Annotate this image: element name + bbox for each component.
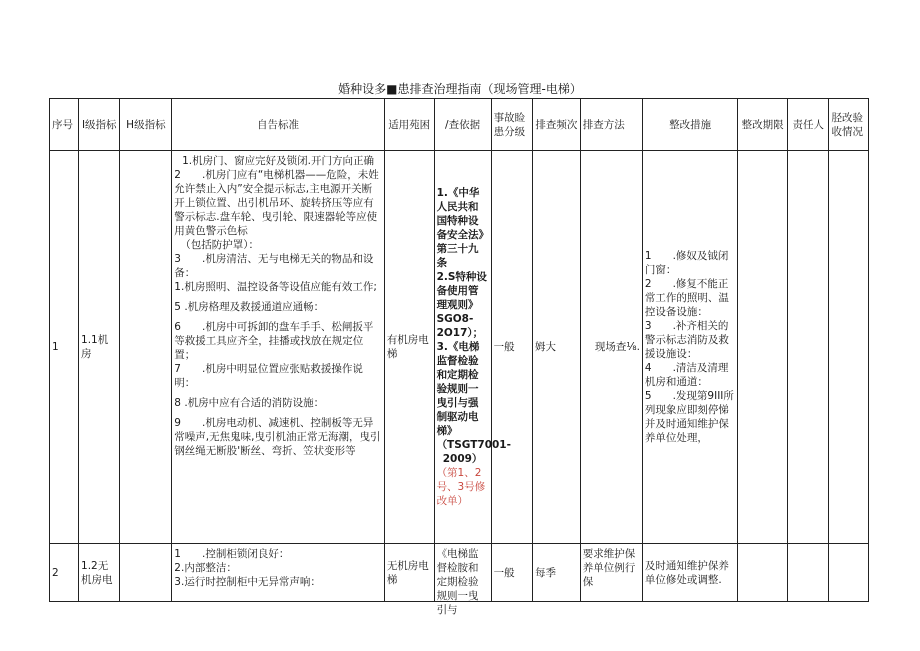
- row-measure: [642, 151, 737, 544]
- row-deadline: [738, 544, 788, 602]
- row-method: 现场查⅛.: [580, 151, 642, 544]
- row-check: [829, 151, 869, 544]
- row-check: [829, 544, 869, 602]
- row-deadline: [738, 151, 788, 544]
- basis-line: （TSGT7001-2009）: [436, 439, 511, 465]
- header-seq: 序号: [50, 99, 79, 151]
- row-seq: 1: [50, 151, 79, 544]
- header-owner: 责任人: [788, 99, 829, 151]
- measure-line: 2 .修复不能正常工作的照明、温控设备设施：: [644, 278, 729, 318]
- basis-line: 3.《电梯监督检验和定期检验规则一曳引与强制驱动电梯》: [436, 341, 480, 437]
- standard-line: 9 .机房电动机、减速机、控制板等无异常噪声,无焦鬼味,曳引机油正常无海潮，曳引钢丝绳无断股'断丝、弯折、笠状变形等: [174, 417, 381, 457]
- row-grade: 一般: [491, 151, 532, 544]
- measure-line: 3 .补齐相关的警示标志消防及救援设施设：: [644, 320, 729, 360]
- header-method: 排查方法: [580, 99, 642, 151]
- standard-line: 3 .机房清洁、无与电梯无关的物品和设备：: [174, 253, 374, 279]
- row-basis: [434, 544, 491, 616]
- measure-line: 4 .清洁及清理机房和通道：: [644, 362, 729, 388]
- standard-line: 2.内部整洁：: [174, 561, 237, 574]
- row-standard: [172, 151, 385, 544]
- row-level2: [120, 544, 172, 602]
- header-standard: 自告标准: [172, 99, 385, 151]
- row-level2: [120, 151, 172, 544]
- row-seq: 2: [50, 544, 79, 602]
- standard-line: 5 .机房格理及救援通道应通畅：: [174, 301, 325, 313]
- row-frequency: 每季: [533, 544, 581, 602]
- basis-line: 1.《中华人民共和国特种设备安全法》第三十九条: [436, 187, 484, 269]
- basis-line: SGO8-2O17）；: [436, 313, 484, 339]
- standard-line: 1 .控制柜锁闭良好：: [174, 547, 290, 560]
- row-frequency: 姆大: [533, 151, 581, 544]
- header-deadline: 整改期限: [738, 99, 788, 151]
- header-measure: 整改措施: [642, 99, 737, 151]
- row-level1: 1.1机房: [79, 151, 120, 544]
- row-method: 要求维护保养单位例行保: [580, 544, 642, 602]
- row-owner: [788, 151, 829, 544]
- table-row: [50, 151, 869, 544]
- row-grade: 一般: [491, 544, 532, 602]
- header-level2: H级指标: [120, 99, 172, 151]
- standard-line: 2 .机房门应有“电梯机器——危险，未姓允许禁止入内”安全提示标志,主电源开关断开上锁位置、出引机吊环、旋转挤压等应有警示标志.盘车轮、曳引轮、限速器轮等应使用黄色警示色标: [174, 169, 379, 237]
- row-scope: 有机房电梯: [384, 151, 434, 544]
- standard-line: 3.运行时控制柜中无异常声响：: [174, 575, 321, 588]
- measure-line: 及时通知维护保养单位修处或调整.: [644, 559, 729, 586]
- measure-line: 5 .发现第9III所列现象应即刻停悌并及时通知维护保养单位处理，: [644, 390, 734, 444]
- standard-line: 1.机房照明、温控设备等设值应能有效工作;: [174, 281, 377, 293]
- row-measure: [642, 544, 737, 602]
- basis-line: 2.S特种设备使用管理观则》: [436, 271, 487, 311]
- standard-line: 1.机房门、窗应完好及锁闭.开门方向正确: [182, 155, 374, 167]
- basis-note: （第1、2号、3号修改单）: [436, 467, 486, 507]
- header-scope: 适用苑困: [384, 99, 434, 151]
- row-scope: 无机房电梯: [384, 544, 434, 602]
- table-row: [50, 544, 869, 602]
- standard-line: 8 .机房中应有合适的消防设施：: [174, 397, 325, 409]
- row-owner: [788, 544, 829, 602]
- header-check: 胫改验收情况: [829, 99, 869, 151]
- row-level1: 1.2无机房电: [79, 544, 120, 602]
- header-level1: I级指标: [79, 99, 120, 151]
- page-title: 婚种设多■患排查治理指南（现场管理-电梯）: [338, 82, 582, 96]
- standard-line: （包括防护罩）：: [180, 239, 260, 251]
- standard-line: 6 .机房中可拆卸的盘车手手、松闸扳平等救援工具应齐全，挂播或找放在规定位置；: [174, 321, 374, 361]
- header-frequency: 排查频次: [533, 99, 581, 151]
- standard-line: 7 .机房中明显位置应张贴救援操作说明：: [174, 363, 363, 389]
- header-grade: 事故睑患分级: [491, 99, 532, 151]
- row-standard: [172, 544, 385, 602]
- basis-line: 《电梯监督检胺和定期检验规则一曳引与: [436, 547, 479, 616]
- measure-line: 1 .修奴及钺闭门窗：: [644, 250, 729, 276]
- hazard-table: [49, 98, 869, 616]
- header-basis: /查依据: [434, 99, 491, 151]
- table-header-row: [50, 99, 869, 151]
